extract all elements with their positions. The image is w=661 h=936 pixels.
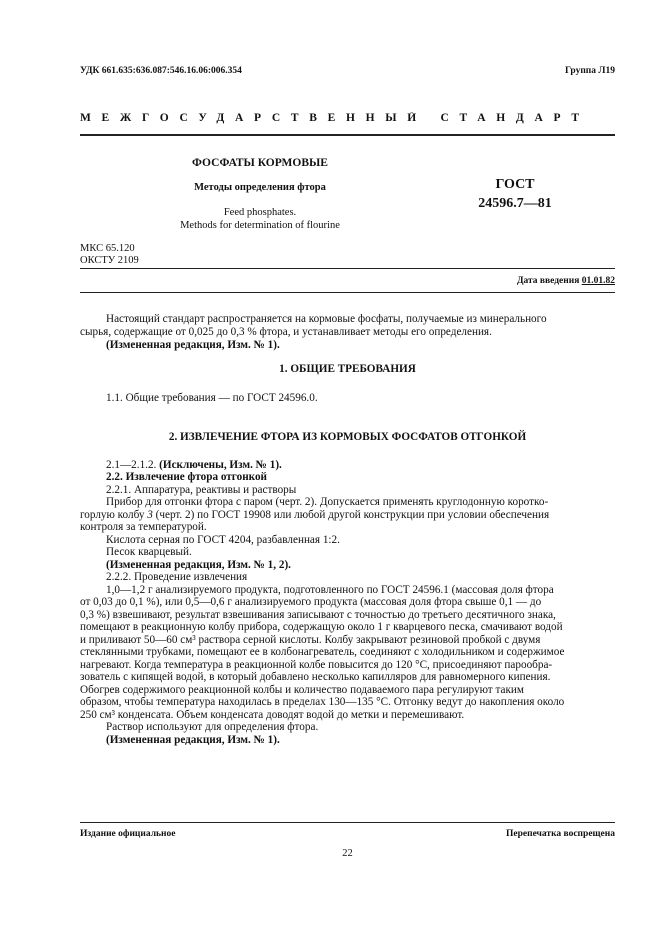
excluded-clauses bbox=[80, 459, 615, 472]
procedure-line: нагревают. Когда температура в реакционной колбе повысится до 120 °С, присоединяют парообра- bbox=[80, 659, 553, 671]
sand-line: Песок кварцевый. bbox=[106, 546, 192, 558]
english-title-line1: Feed phosphates. bbox=[223, 207, 297, 218]
clause-2-2-1-heading: 2.2.1. Аппаратура, реактивы и растворы bbox=[106, 484, 297, 496]
apparatus-line2-end: (черт. 2) по ГОСТ 19908 или любой другой конструкции при условии обеспечения bbox=[152, 509, 550, 521]
procedure-line: Обогрев содержимого реакционной колбы и количество подаваемого пара регулируют таким bbox=[80, 684, 524, 696]
header-rule bbox=[80, 134, 615, 136]
intro-edit-note: (Измененная редакция, Изм. № 1). bbox=[106, 339, 280, 351]
standard-type-heading: МЕЖГОСУДАРСТВЕННЫЙ СТАНДАРТ bbox=[80, 112, 590, 124]
acid-line: Кислота серная по ГОСТ 4204, разбавленная 1:2. bbox=[106, 534, 340, 546]
intro-line2: сырья, содержащие от 0,025 до 0,3 % фтора, и устанавливает методы его определения. bbox=[80, 326, 492, 338]
document-subtitle: Методы определения фтора bbox=[194, 182, 326, 193]
solution-usage-line: Раствор используют для определения фтора. bbox=[106, 721, 319, 733]
apparatus-line2-item: 3 bbox=[147, 509, 153, 521]
udk-code: УДК 661.635:636.087:546.16.06:006.354 bbox=[80, 66, 242, 76]
section1-heading: 1. ОБЩИЕ ТРЕБОВАНИЯ bbox=[279, 363, 416, 375]
introduction-date-label: Дата введения bbox=[516, 276, 580, 286]
apparatus-line3: контроля за температурой. bbox=[80, 521, 207, 533]
section1-paragraph: 1.1. Общие требования — по ГОСТ 24596.0. bbox=[106, 392, 318, 404]
mks-code: МКС 65.120 bbox=[80, 243, 135, 254]
english-title-line2: Methods for determination of flourine bbox=[180, 220, 340, 231]
codes-rule bbox=[80, 268, 615, 269]
apparatus-line2 bbox=[80, 509, 615, 522]
footer-rule bbox=[80, 822, 615, 823]
official-edition-note: Издание официальное bbox=[80, 829, 176, 839]
page-number: 22 bbox=[342, 848, 353, 859]
edit-note-1: (Измененная редакция, Изм. № 1). bbox=[106, 734, 280, 746]
introduction-date-value: 01.01.82 bbox=[581, 276, 615, 286]
edit-note-1-2: (Измененная редакция, Изм. № 1, 2). bbox=[106, 559, 291, 571]
excluded-clauses-note: (Исключены, Изм. № 1). bbox=[159, 459, 282, 471]
procedure-line: и приливают 50—60 см³ раствора серной кислоты. Колбу закрывают резиновой пробкой с двумя bbox=[80, 634, 541, 646]
date-rule bbox=[80, 292, 615, 293]
procedure-line: помещают в реакционную колбу прибора, содержащую около 1 г кварцевого песка, смачивают водой bbox=[80, 621, 563, 633]
document-title: ФОСФАТЫ КОРМОВЫЕ bbox=[192, 157, 328, 169]
reprint-prohibited-note: Перепечатка воспрещена bbox=[505, 829, 615, 839]
group-code: Группа Л19 bbox=[564, 66, 615, 76]
clause-2-2-heading: 2.2. Извлечение фтора отгонкой bbox=[106, 471, 267, 483]
apparatus-line1: Прибор для отгонки фтора с паром (черт. 2). Допускается применять круглодонную коротко- bbox=[106, 496, 549, 508]
procedure-line: 0,3 %) взвешивают, результат взвешивания записывают с точностью до третьего десятичного знака, bbox=[80, 609, 556, 621]
section2-heading: 2. ИЗВЛЕЧЕНИЕ ФТОРА ИЗ КОРМОВЫХ ФОСФАТОВ ОТГОНКОЙ bbox=[168, 431, 527, 443]
procedure-line: 250 см³ конденсата. Объем конденсата доводят водой до метки и перемешивают. bbox=[80, 709, 465, 721]
excluded-clauses-number: 2.1—2.1.2. bbox=[106, 459, 157, 471]
gost-number: 24596.7—81 bbox=[478, 196, 552, 211]
procedure-line: 1,0—1,2 г анализируемого продукта, подготовленного по ГОСТ 24596.1 (массовая доля фтора bbox=[106, 584, 554, 596]
clause-2-2-2-heading: 2.2.2. Проведение извлечения bbox=[106, 571, 248, 583]
procedure-line: зователь с кипящей водой, в который добавлено несколько капилляров для равномерного кипения. bbox=[80, 671, 551, 683]
gost-label: ГОСТ bbox=[495, 177, 535, 192]
apparatus-line2-start: горлую колбу bbox=[80, 509, 148, 521]
procedure-line: от 0,03 до 0,1 %), или 0,5—0,6 г анализируемого продукта (массовая доля фтора свыше 0,1 — до bbox=[80, 596, 542, 608]
introduction-date bbox=[517, 276, 615, 286]
intro-line1: Настоящий стандарт распространяется на кормовые фосфаты, получаемые из минерального bbox=[106, 313, 547, 325]
procedure-line: стеклянными трубками, помещают ее в колбонагреватель, соединяют с холодильником и содержимое bbox=[80, 646, 565, 658]
procedure-line: образом, чтобы температура находилась в пределах 130—135 °С. Отгонку ведут до накопления около bbox=[80, 696, 565, 708]
okstu-code: ОКСТУ 2109 bbox=[80, 255, 139, 266]
